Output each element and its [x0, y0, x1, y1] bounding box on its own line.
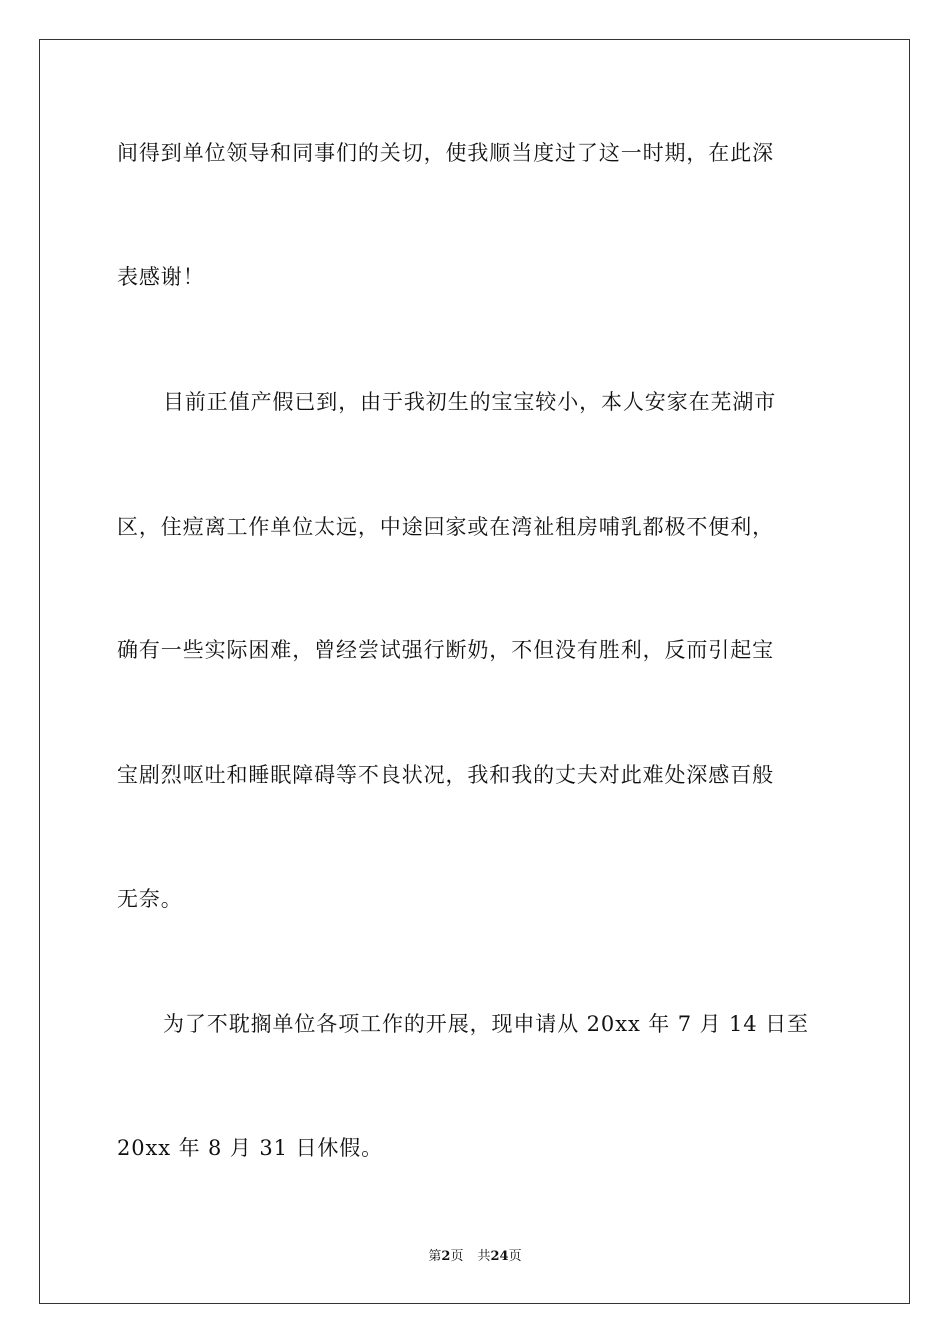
body-line-8: 为了不耽搁单位各项工作的开展，现申请从 20xx 年 7 月 14 日至 [163, 1012, 809, 1036]
footer-page-suffix: 页 [450, 1249, 464, 1264]
body-line-6: 宝剧烈呕吐和睡眠障碍等不良状况，我和我的丈夫对此难处深感百般 [117, 763, 774, 787]
page-frame [39, 39, 910, 1304]
body-line-5: 确有一些实际困难，曾经尝试强行断奶，不但没有胜利，反而引起宝 [117, 638, 774, 662]
body-line-1: 间得到单位领导和同事们的关切，使我顺当度过了这一时期，在此深 [117, 141, 774, 165]
footer-page-number: 2 [441, 1249, 451, 1264]
body-line-4: 区，住痘离工作单位太远，中途回家或在湾祉租房哺乳都极不便利， [117, 515, 774, 539]
footer-page-prefix: 第 [428, 1249, 442, 1264]
body-line-2: 表感谢！ [117, 265, 205, 289]
footer-total-suffix: 页 [508, 1249, 522, 1264]
footer-total-number: 24 [490, 1249, 509, 1264]
body-line-7: 无奈。 [117, 887, 183, 911]
page-footer [0, 1248, 950, 1266]
body-line-3: 目前正值产假已到，由于我初生的宝宝较小，本人安家在芜湖市 [163, 390, 777, 414]
footer-total-prefix: 共 [477, 1249, 491, 1264]
body-line-9: 20xx 年 8 月 31 日休假。 [117, 1136, 384, 1160]
